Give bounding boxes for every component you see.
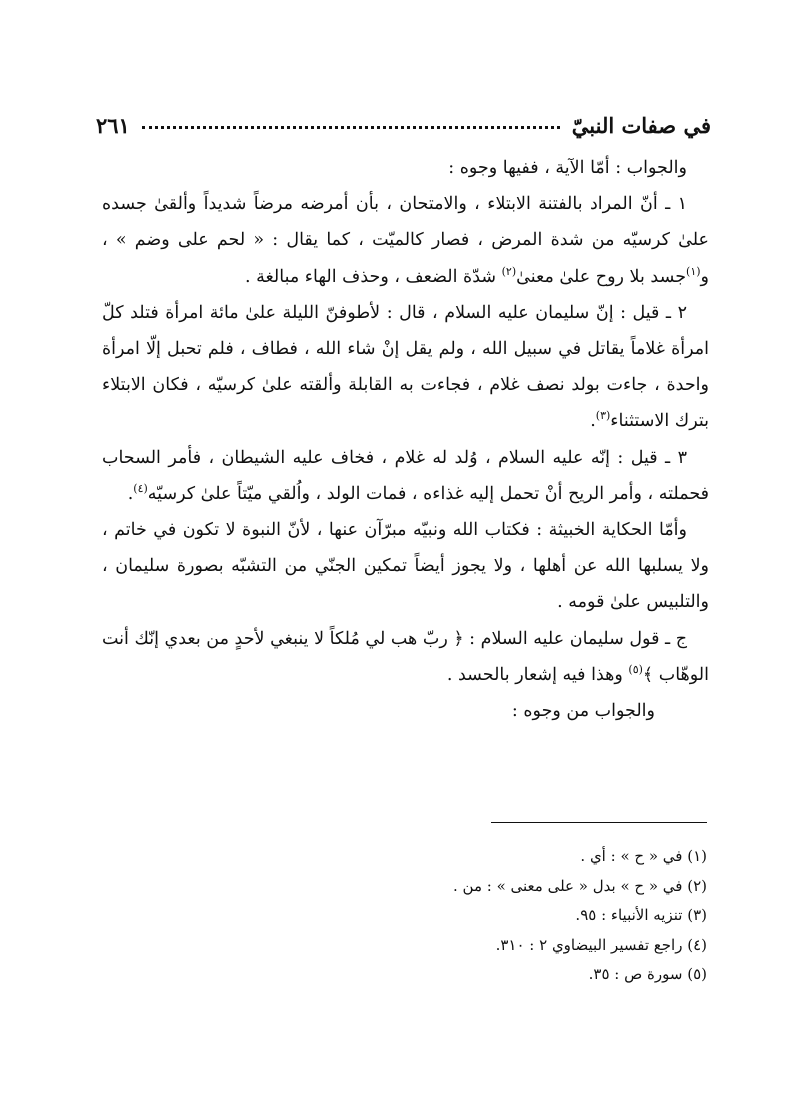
- dot-leader: [142, 126, 560, 129]
- page-number: ٢٦١: [96, 113, 130, 138]
- paragraph-point-1: [102, 186, 709, 295]
- page-header: [96, 98, 711, 138]
- paragraph-point-2: [102, 295, 709, 440]
- paragraph-point-3: [102, 440, 709, 512]
- footnote-ref-4: (٤): [133, 482, 148, 495]
- paragraph-answer-heading: والجواب من وجوه :: [511, 701, 655, 722]
- footnote-5: (٥) سورة ص : ٣٥.: [588, 965, 707, 983]
- footnote-divider: [491, 822, 707, 823]
- paragraph-section-c: [102, 621, 709, 693]
- point-2-end: .: [590, 411, 596, 432]
- footnote-3: (٣) تنزيه الأنبياء : ٩٥.: [575, 906, 707, 924]
- paragraph-answer-intro: والجواب : أمّا الآية ، ففيها وجوه :: [448, 158, 687, 178]
- footnote-ref-1: (١): [686, 264, 701, 278]
- body-text: [102, 150, 709, 729]
- footnote-ref-3: (٣): [595, 409, 611, 423]
- paragraph-story-rebuttal: وأمّا الحكاية الخبيثة : فكتاب الله ونبيّه مبرّآن عنها ، لأنّ النبوة لا تكون في خاتم ، ولا يسلبها الله عن أهلها ، ولا يجوز أيضاً تمكين الجنّي من التشبّه بصورة سليمان ، والتلبيس علىٰ قومه .: [102, 520, 709, 613]
- footnote-4: (٤) راجع تفسير البيضاوي ٢ : ٣١٠.: [495, 935, 707, 954]
- point-1-text: ١ ـ أنّ المراد بالفتنة الابتلاء ، والامتحان ، بأن أمرضه مرضاً شديداً وألقىٰ جسده علىٰ كرسيّه من شدة المرض ، فصار كالميّت ، كما يقال : « لحم على وضم » ، و: [102, 194, 709, 287]
- point-1-text-b: جسد بلا روح علىٰ معنىٰ: [516, 266, 687, 287]
- footnote-ref-2: (٢): [501, 264, 517, 278]
- section-c-end: وهذا فيه إشعار بالحسد .: [446, 664, 629, 685]
- point-3-text: ٣ ـ قيل : إنّه عليه السلام ، وُلد له غلام ، فخاف عليه الشيطان ، فأمر السحاب فحملته ، وأمر الريح أنْ تحمل إليه غذاءه ، فمات الولد ، واُلقي ميّتاً علىٰ كرسيّه: [102, 447, 709, 504]
- footnote-ref-5: (٥): [628, 663, 643, 677]
- footnote-2: (٢) في « ح » بدل « على معنى » : من .: [453, 876, 707, 895]
- point-1-text-c: شدّة الضعف ، وحذف الهاء مبالغة .: [244, 266, 502, 287]
- footnote-1: (١) في « ح » : أي .: [580, 847, 707, 865]
- point-2-text: ٢ ـ قيل : إنّ سليمان عليه السلام ، قال : لأطوفنّ الليلة علىٰ مائة امرأة فتلد كلّ امرأة غلاماً يقاتل في سبيل الله ، ولم يقل إنْ شاء الله ، فطاف ، فلم تحبل إلّا امرأة واحدة ، جاءت بولد نصف غلام ، فجاءت به القابلة وألقته علىٰ كرسيّه ، فكان الابتلاء بترك الاستثناء: [102, 302, 709, 432]
- point-3-end: .: [127, 483, 134, 504]
- footnotes: [147, 842, 707, 990]
- running-title: في صفات النبيّ: [571, 113, 711, 138]
- section-c-text: ج ـ قول سليمان عليه السلام : ﴿ ربّ هب لي مُلكاً لا ينبغي لأحدٍ من بعدي إنّك أنت الوهّاب ﴾: [102, 628, 709, 685]
